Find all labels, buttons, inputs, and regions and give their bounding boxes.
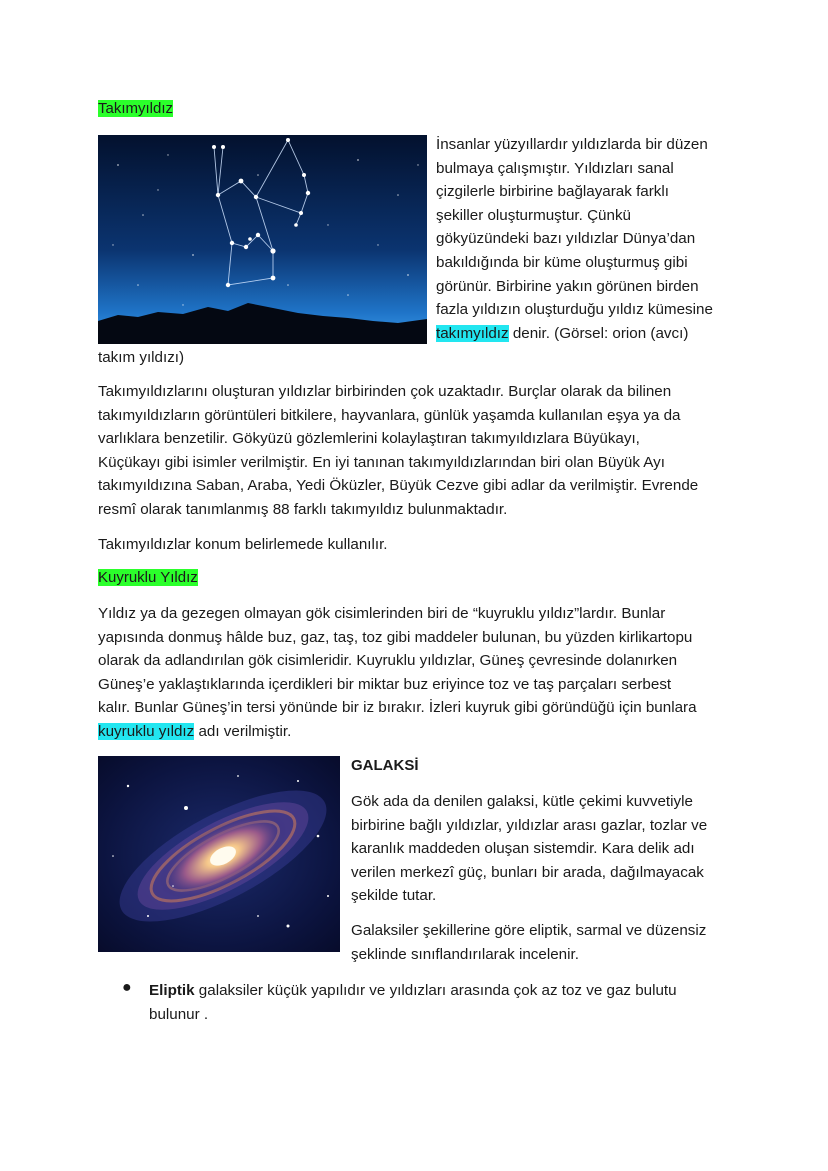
intro-line: bulmaya çalışmıştır. Yıldızları sanal	[436, 159, 674, 177]
bullet-wrap-line: bulunur .	[149, 1005, 209, 1023]
bullet-term: Eliptik	[149, 982, 195, 999]
paragraph-line: şeklinde sınıflandırılarak incelenir.	[351, 945, 579, 963]
orion-constellation-image	[98, 135, 427, 344]
orion-constellation-illustration	[98, 135, 427, 344]
paragraph-line: resmî olarak tanımlanmış 88 farklı takımyıldız bulunmaktadır.	[98, 500, 508, 518]
paragraph-line-final	[98, 720, 697, 744]
bullet-item-eliptik	[149, 979, 677, 1026]
intro-line: çizgilerle birbirine bağlayarak farklı	[436, 183, 669, 201]
section-heading-galaksi: GALAKSİ	[351, 757, 419, 774]
paragraph-line: varlıklara benzetilir. Gökyüzü gözlemlerini kolaylaştıran takımyıldızlara Büyükayı,	[98, 430, 640, 448]
paragraph-line: karanlık maddeden oluşan sistemdir. Kara delik adı	[351, 840, 695, 858]
paragraph-line: Gök ada da denilen galaksi, kütle çekimi kuvvetiyle	[351, 793, 693, 810]
bullet-line	[149, 979, 677, 1003]
paragraph-line: birbirine bağlı yıldızlar, yıldızlar arası gazlar, tozlar ve	[351, 816, 708, 834]
galaxy-image	[98, 756, 340, 952]
paragraph-line: Yıldız ya da gezegen olmayan gök cisimlerinden biri de “kuyruklu yıldız”lardır. Bunlar	[98, 605, 666, 622]
intro-line: bakıldığında bir küme oluşturmuş gibi	[436, 253, 688, 271]
term-highlight-takimyildiz: takımyıldız	[436, 324, 509, 342]
paragraph-line: Takımyıldızlarını oluşturan yıldızlar birbirinden çok uzaktadır. Burçlar olarak da bilinen	[98, 383, 672, 400]
bullet-text: galaksiler küçük yapılıdır ve yıldızları arasında çok az toz ve gaz bulutu	[194, 982, 677, 999]
paragraph-line: verilen merkezî güç, bunları bir arada, dağılmayacak	[351, 863, 704, 881]
bullet-icon: ●	[122, 979, 132, 996]
intro-line: şekiller oluşturmuştur. Çünkü	[436, 206, 631, 224]
intro-line-rest: denir. (Görsel: orion (avcı)	[508, 324, 689, 342]
galaksi-siniflandirma-paragraph	[351, 919, 706, 966]
konum-paragraph: Takımyıldızlar konum belirlemede kullanılır.	[98, 536, 388, 553]
intro-line-final	[436, 322, 713, 346]
spiral-galaxy-illustration	[98, 756, 340, 952]
intro-wrap-line: takım yıldızı)	[98, 349, 185, 366]
intro-line: görünür. Birbirine yakın görünen birden	[436, 277, 699, 295]
paragraph-line: şekilde tutar.	[351, 887, 437, 905]
paragraph-line-rest: adı verilmiştir.	[194, 722, 292, 740]
paragraph-line: yapısında donmuş hâlde buz, gaz, taş, toz gibi maddeler bulunan, bu yüzden kirlikartopu	[98, 628, 693, 646]
galaksi-paragraph	[351, 790, 707, 908]
intro-paragraph	[436, 133, 713, 345]
paragraph-line: takımyıldızların görüntüleri bitkilere, hayvanlara, günlük yaşamda kullanılan eşya ya da	[98, 406, 681, 424]
paragraph-line: Galaksiler şekillerine göre eliptik, sarmal ve düzensiz	[351, 922, 707, 939]
takimyildiz-paragraph	[98, 380, 698, 522]
paragraph-line: kalır. Bunlar Güneş’in tersi yönünde bir iz bırakır. İzleri kuyruk gibi göründüğü için bunlara	[98, 699, 697, 717]
kuyruklu-yildiz-paragraph	[98, 602, 697, 744]
intro-line: fazla yıldızın oluşturduğu yıldız kümesine	[436, 301, 713, 319]
heading-text: Takımyıldız	[98, 100, 174, 117]
paragraph-line: Güneş’e yaklaştıklarında içerdikleri bir miktar buz eriyince toz ve taş parçaları serbest	[98, 675, 672, 693]
intro-line: gökyüzündeki bazı yıldızlar Dünya’dan	[436, 230, 696, 248]
paragraph-line: takımyıldızına Saban, Araba, Yedi Öküzler, Büyük Cezve gibi adlar da verilmiştir. Evrende	[98, 477, 699, 495]
paragraph-line: Küçükayı gibi isimler verilmiştir. En iyi tanınan takımyıldızlarından biri olan Büyük Ayı	[98, 453, 665, 471]
intro-line: İnsanlar yüzyıllardır yıldızlarda bir düzen	[436, 136, 708, 153]
section-heading-kuyruklu-yildiz	[98, 568, 198, 588]
term-highlight-kuyruklu-yildiz: kuyruklu yıldız	[98, 722, 195, 740]
paragraph-line: olarak da adlandırılan gök cisimleridir. Kuyruklu yıldızlar, Güneş çevresinde dolanırken	[98, 652, 678, 670]
section-heading-takimyildiz	[98, 99, 173, 119]
heading-text: Kuyruklu Yıldız	[98, 569, 198, 586]
